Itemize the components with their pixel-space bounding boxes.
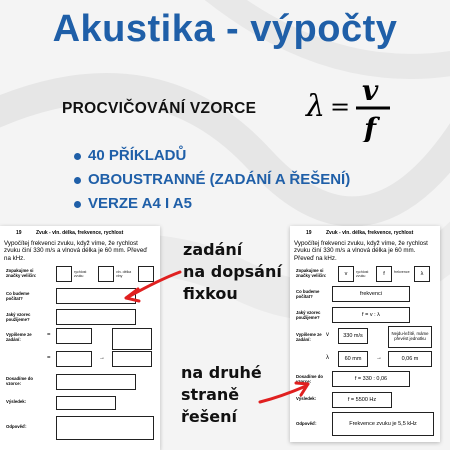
compute-answer: frekvenci [332,286,410,302]
red-arrow-front [120,268,184,304]
formula-lambda-symbol: λ [306,89,326,124]
symbol-box-1 [56,266,72,282]
value-lambda: 60 mm [338,351,368,367]
note-back [181,362,262,428]
arrow-sign: → [99,355,105,361]
var-lambda: λ [326,355,329,361]
label-substitute-back: Dosadíme do vzorce: [296,374,323,384]
label-symbols: Zopakujme si značky veličin: [6,268,37,278]
sheet-number: 19 [16,230,22,236]
formula-numerator: v [362,74,379,107]
note-front [183,239,282,305]
label-formula-back: Jaký vzorec použijeme? [296,310,321,320]
note-answer: Nejdu-ležitě, máme převést jednotku [388,326,432,348]
formula-box [56,309,136,325]
sheet-title: Zvuk - vln. délka, frekvence, rychlost [36,230,124,236]
symbol-box-2 [98,266,114,282]
feature-list [74,144,350,216]
hint-wavelength: vln. délka vlny [116,270,132,278]
feature-item-2: OBOUSTRANNÉ (ZADÁNÍ A ŘEŠENÍ) [74,168,350,192]
answer-final: Frekvence zvuku je 5,5 kHz [332,412,434,436]
value-box-2 [56,351,92,367]
worksheet-solution [290,226,440,442]
label-answer-back: Odpověď: [296,421,317,426]
note-front-line-3: fixkou [183,284,238,303]
hint-speed: rychlost zvuku [74,270,87,278]
converted-lambda: 0,06 m [388,351,432,367]
answer-box [56,416,154,440]
substitute-box [56,374,136,390]
result-box [56,396,116,410]
note-box [112,328,152,350]
problem-text: Vypočítej frekvenci zvuku, když víme, že rychlost zvuku činí 330 m/s a vlnová délka je 60 mm. Převeď na kHz. [4,240,148,262]
label-write: Vypíšeme ze zadání: [6,332,32,342]
note-back-line-2: straně [181,385,240,404]
subtitle: PROCVIČOVÁNÍ VZORCE [62,100,257,117]
label-formula: Jaký vzorec použijeme? [6,312,31,322]
label-answer: Odpověď: [6,424,27,429]
conversion-box [112,351,152,367]
formula-answer: f = v : λ [332,307,410,323]
symbol-v: v [338,266,354,282]
label-substitute: Dosadíme do vzorce: [6,376,33,386]
note-front-line-2: na dopsání [183,262,282,281]
label-compute: Co budeme počítat? [6,291,30,301]
label-compute-back: Co budeme počítat? [296,289,320,299]
note-front-line-1: zadání [183,240,243,259]
formula-lambda [300,70,400,142]
sheet-title-back: Zvuk - vln. délka, frekvence, rychlost [326,230,414,236]
note-back-line-3: řešení [181,407,237,426]
page-title: Akustika - výpočty [52,8,398,50]
problem-text-back: Vypočítej frekvenci zvuku, když víme, že rychlost zvuku činí 330 m/s a vlnová délka je 60 mm. Převeď na kHz. [294,240,428,262]
label-write-back: Vypíšeme ze zadání: [296,332,322,342]
formula-denominator: f [364,112,377,142]
hint-frequency-back: frekvence [394,270,410,274]
note-back-line-1: na druhé [181,363,262,382]
red-arrow-back [256,378,312,408]
symbol-f: f [376,266,392,282]
result-answer: f = 5500 Hz [332,392,392,408]
label-result: Výsledek: [6,399,27,404]
value-v: 330 m/s [338,328,368,344]
formula-equals: = [330,93,351,121]
symbol-lambda: λ [414,266,430,282]
worksheet-assignment [0,226,160,450]
feature-item-3: VERZE A4 I A5 [74,192,350,216]
sheet-number-back: 19 [306,230,312,236]
eq-sign-1: = [47,332,51,338]
hint-speed-back: rychlost zvuku [356,270,369,278]
eq-sign-2: = [47,355,51,361]
label-symbols-back: Zopakujme si značky veličin: [296,268,327,278]
substitute-answer: f = 330 : 0,06 [332,371,410,387]
label-result-back: Výsledek: [296,396,317,401]
value-box-1 [56,328,92,344]
feature-item-1: 40 PŘÍKLADŮ [74,144,350,168]
var-v: v [326,332,329,338]
arrow-sign-back: → [376,355,382,361]
